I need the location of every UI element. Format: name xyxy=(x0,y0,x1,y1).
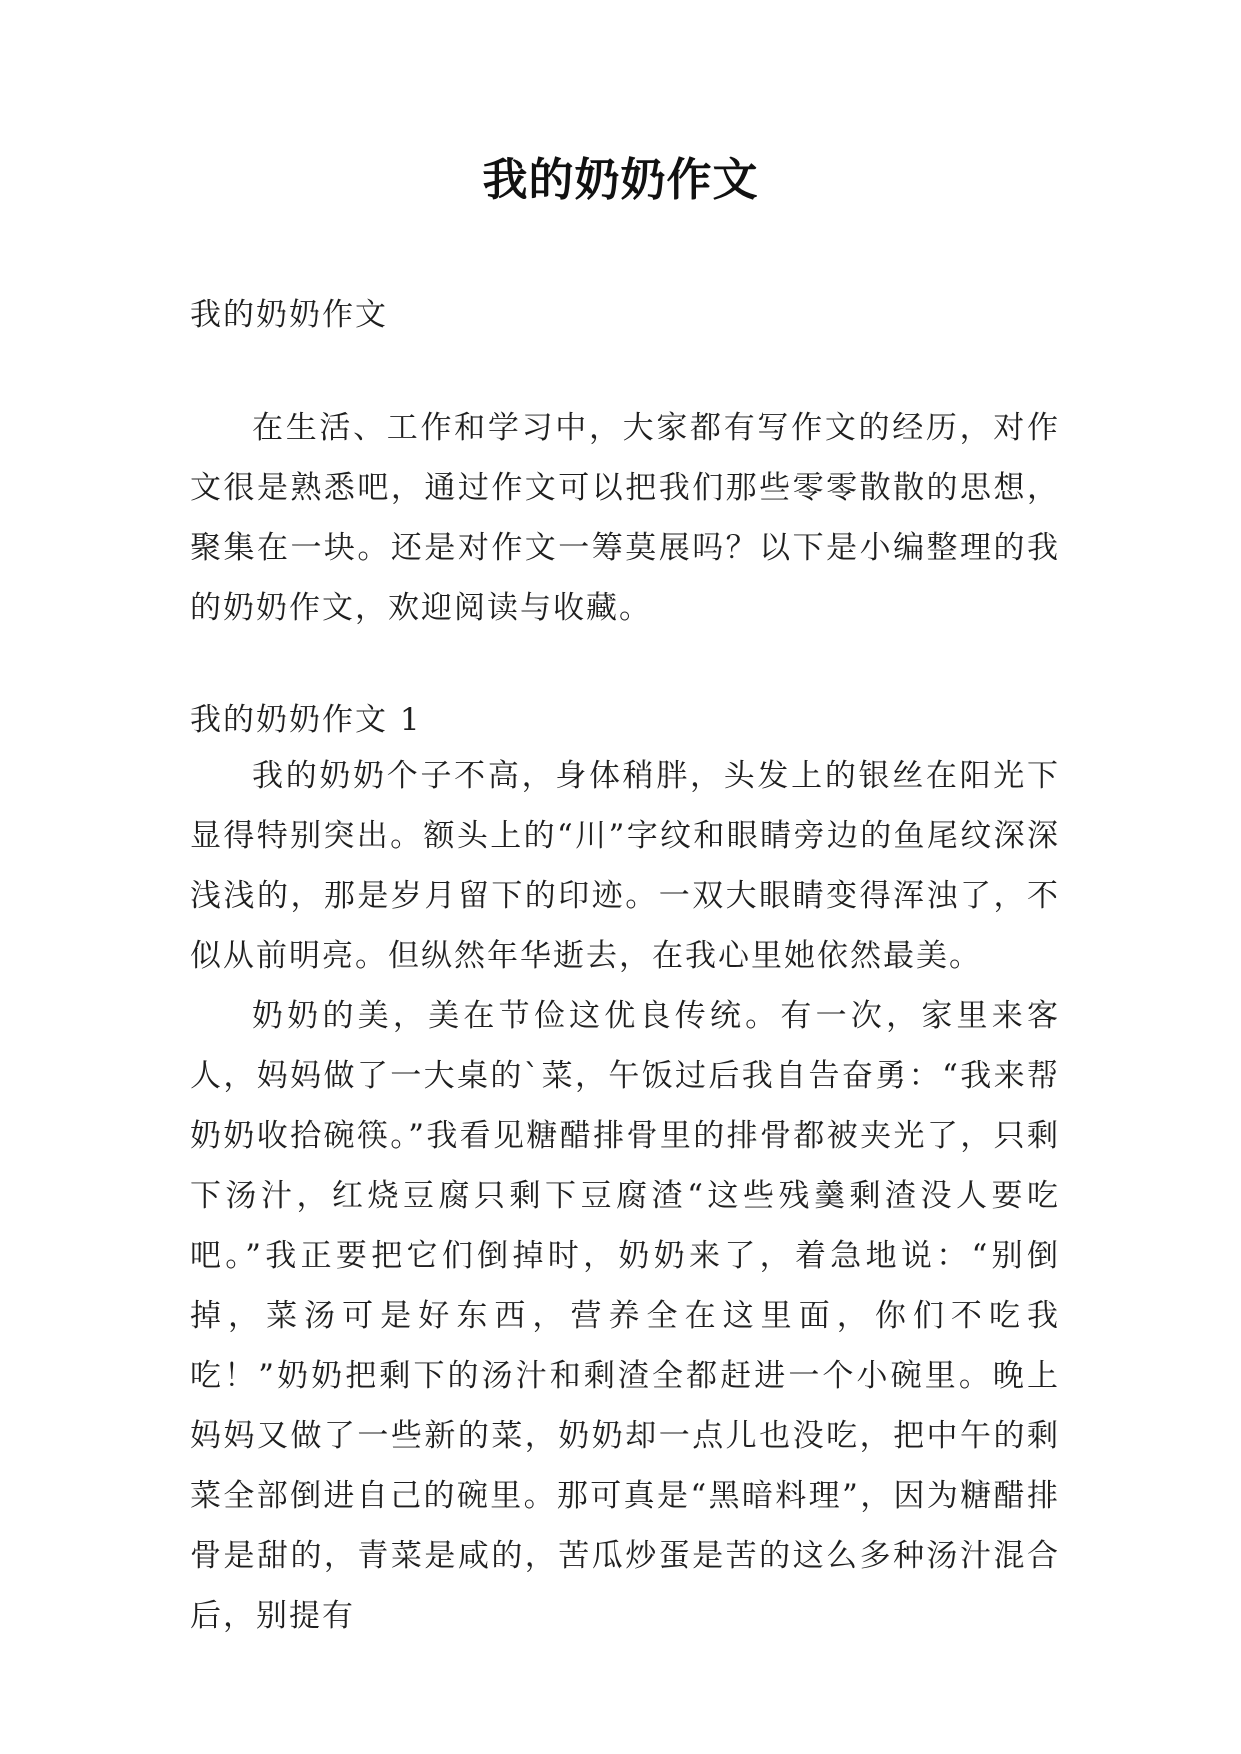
essay-paragraph: 奶奶的美，美在节俭这优良传统。有一次，家里来客人，妈妈做了一大桌的`菜，午饭过后我自告奋勇：“我来帮奶奶收拾碗筷。”我看见糖醋排骨里的排骨都被夹光了，只剩下汤汁，红烧豆腐只剩下豆腐渣“这些残羹剩渣没人要吃吧。”我正要把它们倒掉时，奶奶来了，着急地说：“别倒掉，菜汤可是好东西，营养全在这里面，你们不吃我吃！”奶奶把剩下的汤汁和剩渣全都赶进一个小碗里。晚上妈妈又做了一些新的菜，奶奶却一点儿也没吃，把中午的剩菜全部倒进自己的碗里。那可真是“黑暗料理”，因为糖醋排骨是甜的，青菜是咸的，苦瓜炒蛋是苦的这么多种汤汁混合后，别提有 xyxy=(190,998,1060,1634)
essay-body xyxy=(190,746,1060,1646)
document-title: 我的奶奶作文 xyxy=(482,153,759,206)
section-heading-block xyxy=(190,690,1060,750)
document-subtitle xyxy=(190,285,1060,345)
essay-paragraph: 我的奶奶个子不高，身体稍胖，头发上的银丝在阳光下显得特别突出。额头上的“川”字纹和眼睛旁边的鱼尾纹深深浅浅的，那是岁月留下的印迹。一双大眼睛变得浑浊了，不似从前明亮。但纵然年华逝去，在我心里她依然最美。 xyxy=(190,758,1060,974)
subtitle-line: 我的奶奶作文 xyxy=(190,297,388,333)
intro-block xyxy=(190,398,1060,638)
section-heading: 我的奶奶作文 1 xyxy=(190,702,422,738)
intro-paragraph: 在生活、工作和学习中，大家都有写作文的经历，对作文很是熟悉吧，通过作文可以把我们那些零零散散的思想，聚集在一块。还是对作文一筹莫展吗？以下是小编整理的我的奶奶作文，欢迎阅读与收藏。 xyxy=(190,410,1060,626)
